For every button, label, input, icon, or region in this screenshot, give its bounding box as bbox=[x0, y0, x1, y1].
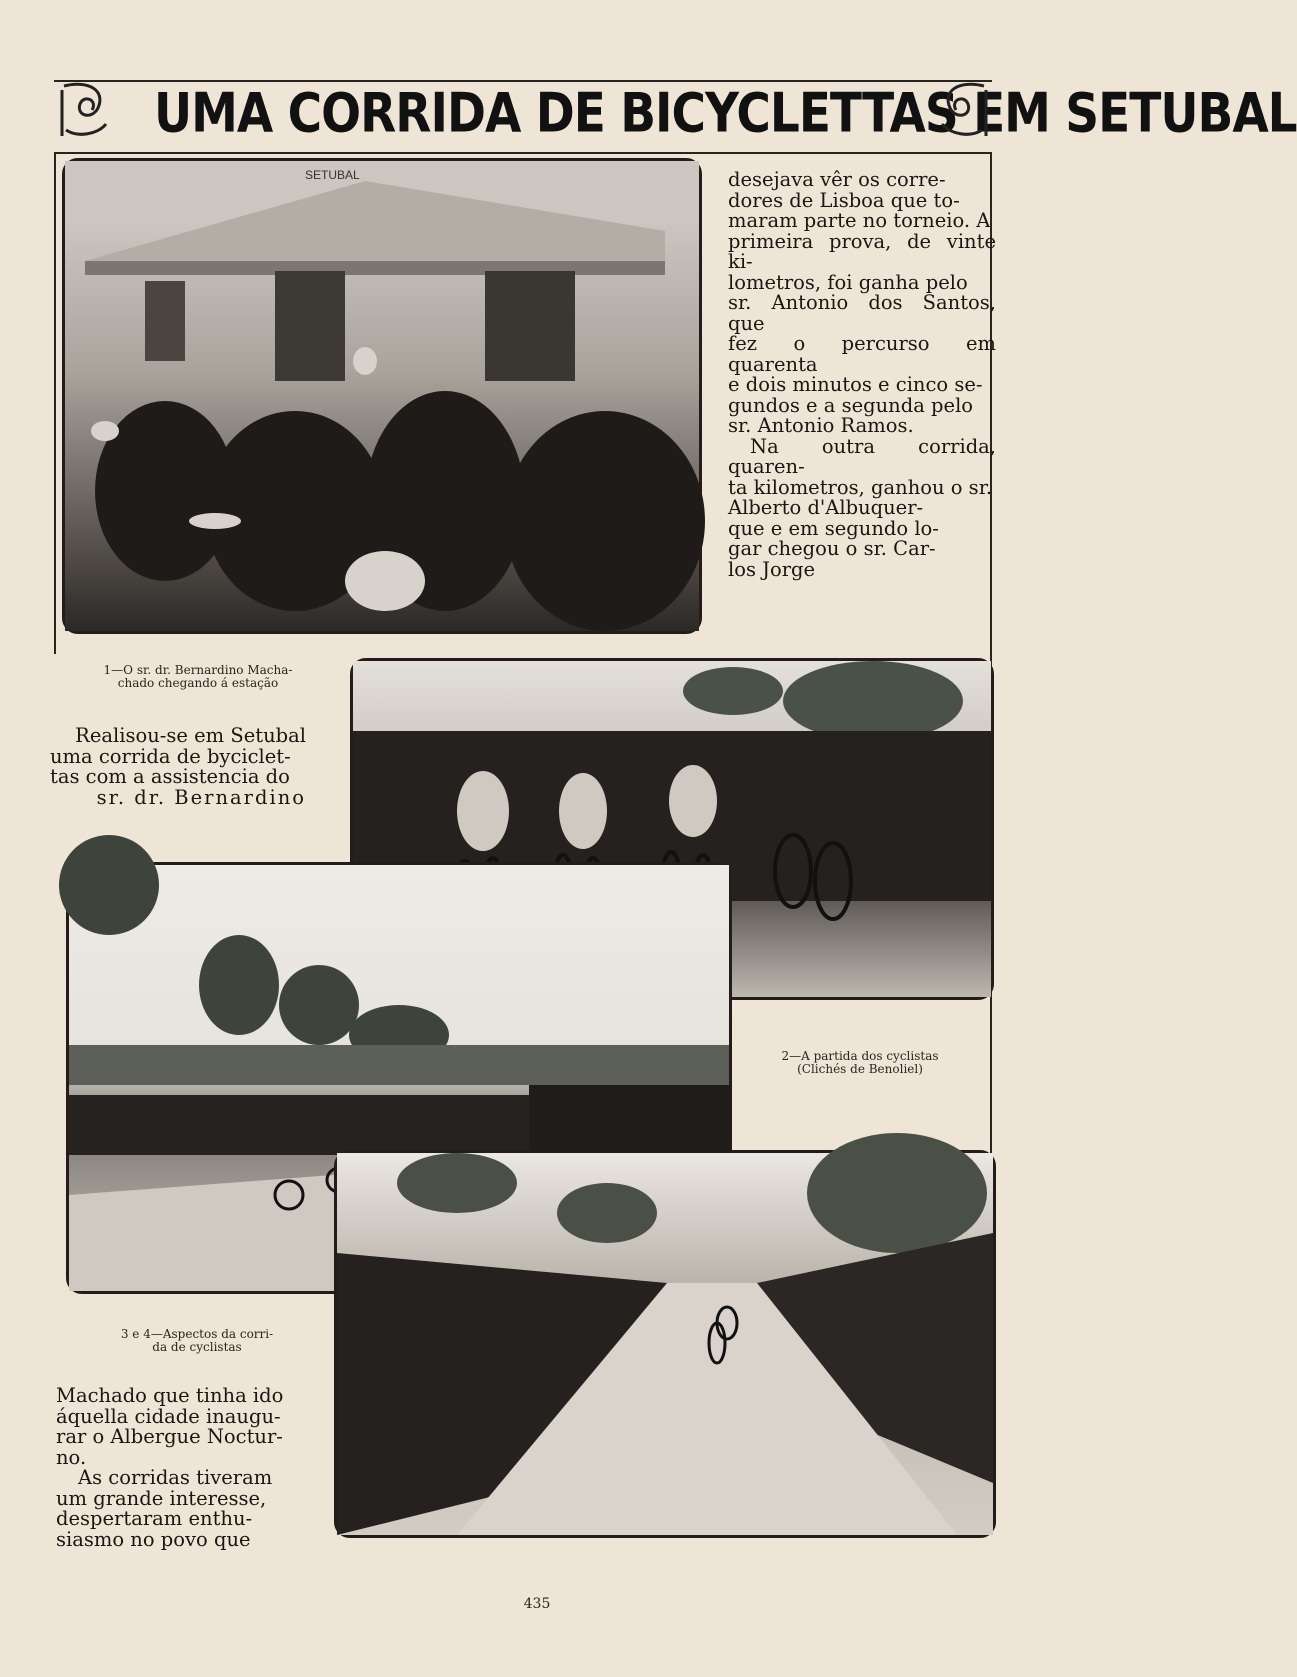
text-line: sr. dr. Bernardino bbox=[96, 785, 306, 809]
text-line: no. bbox=[56, 1445, 87, 1469]
title-banner bbox=[54, 80, 1297, 154]
text-line: Realisou-se em Setubal bbox=[75, 724, 306, 747]
text-line: Na outra corrida, quaren- bbox=[728, 434, 996, 478]
text-line: ta kilometros, ganhou o sr. bbox=[728, 475, 993, 499]
caption-line: chado chegando á estação bbox=[117, 676, 279, 690]
caption-line: 1—O sr. dr. Bernardino Macha- bbox=[103, 663, 293, 677]
text-line: desejava vêr os corre- bbox=[728, 168, 946, 191]
photo-crowd-road bbox=[334, 1150, 996, 1538]
caption-photo-3-4 bbox=[92, 1328, 302, 1354]
text-line: lometros, foi ganha pelo bbox=[728, 270, 968, 294]
text-line: gar chegou o sr. Car- bbox=[728, 537, 936, 560]
article-right-column bbox=[728, 170, 996, 580]
caption-photo-1 bbox=[78, 664, 318, 690]
caption-line: 3 e 4—Aspectos da corri- bbox=[120, 1327, 274, 1341]
text-line: despertaram enthu- bbox=[56, 1507, 253, 1530]
right-title-ornament bbox=[938, 80, 990, 140]
caption-line: 2—A partida dos cyclistas bbox=[781, 1049, 939, 1063]
text-line: um grande interesse, bbox=[56, 1486, 267, 1510]
text-line: gundos e a segunda pelo bbox=[728, 393, 974, 417]
text-line: As corridas tiveram bbox=[78, 1466, 273, 1489]
text-line: tas com a assistencia do bbox=[50, 765, 290, 788]
text-line: primeira prova, de vinte ki- bbox=[728, 229, 996, 273]
outer-frame-left bbox=[54, 154, 56, 654]
article-left-column-bottom bbox=[56, 1386, 290, 1550]
text-line: los Jorge bbox=[728, 557, 816, 581]
station-sign: SETUBAL bbox=[305, 168, 360, 182]
text-line: uma corrida de byciclet- bbox=[50, 744, 291, 768]
text-line: áquella cidade inaugu- bbox=[56, 1404, 281, 1428]
photo-station-arrival bbox=[62, 158, 702, 634]
text-line: e dois minutos e cinco se- bbox=[728, 373, 983, 396]
article-left-column-top bbox=[50, 726, 306, 808]
caption-line: (Clichés de Benoliel) bbox=[797, 1062, 923, 1076]
caption-line: da de cyclistas bbox=[152, 1340, 242, 1354]
text-line: Alberto d'Albuquer- bbox=[728, 496, 924, 519]
text-line: sr. Antonio dos Santos, que bbox=[728, 291, 996, 335]
text-line: que e em segundo lo- bbox=[728, 516, 939, 540]
page-title: UMA CORRIDA DE BICYCLETTAS EM SETUBAL bbox=[154, 81, 1297, 146]
left-title-ornament bbox=[58, 80, 110, 140]
text-line: maram parte no torneio. A bbox=[728, 209, 991, 232]
text-line: siasmo no povo que bbox=[56, 1527, 251, 1551]
page-number: 435 bbox=[523, 1596, 551, 1612]
text-line: rar o Albergue Noctur- bbox=[56, 1425, 283, 1448]
text-line: dores de Lisboa que to- bbox=[728, 188, 960, 212]
text-line: sr. Antonio Ramos. bbox=[728, 414, 914, 437]
caption-photo-2 bbox=[740, 1050, 980, 1076]
text-line: fez o percurso em quarenta bbox=[728, 332, 996, 376]
text-line: Machado que tinha ido bbox=[56, 1384, 284, 1407]
